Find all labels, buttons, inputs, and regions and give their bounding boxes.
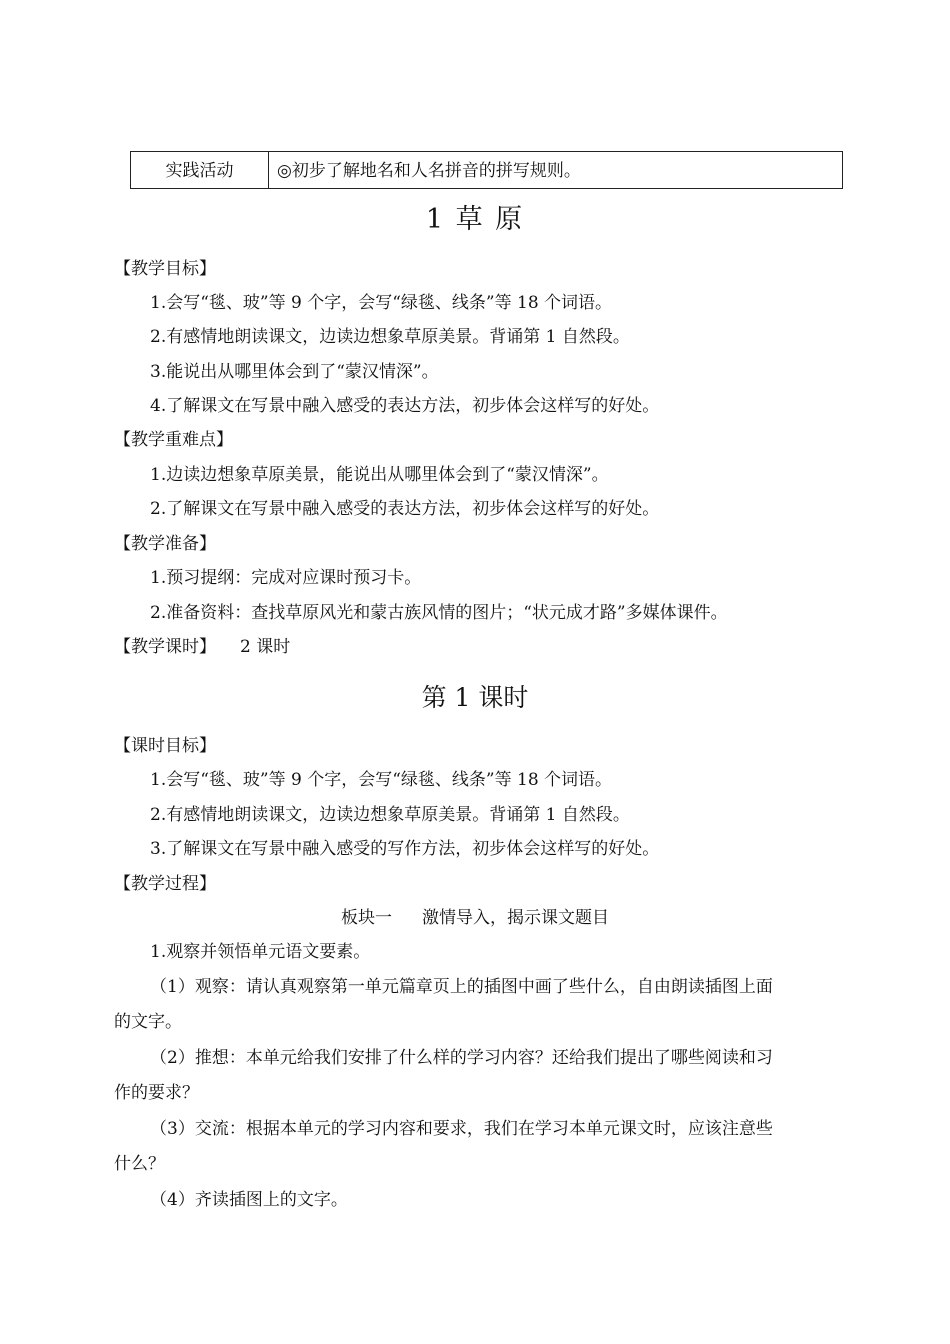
process-paragraph-cont: 什么？ [114, 1154, 165, 1174]
preparation-item: 2.准备资料：查找草原风光和蒙古族风情的图片；“状元成才路”多媒体课件。 [150, 603, 728, 623]
goal-item: 3.能说出从哪里体会到了“蒙汉情深”。 [150, 362, 439, 382]
process-heading: 【教学过程】 [114, 874, 216, 894]
periods-row [114, 636, 290, 658]
period-goal-item: 3.了解课文在写景中融入感受的写作方法，初步体会这样写的好处。 [150, 839, 660, 859]
key-point-item: 2.了解课文在写景中融入感受的表达方法，初步体会这样写的好处。 [150, 499, 660, 519]
periods-heading: 【教学课时】 [114, 637, 216, 657]
section-subtitle: 激情导入，揭示课文题目 [422, 908, 609, 928]
activity-label: 实践活动 [131, 152, 269, 189]
activity-table [130, 151, 843, 189]
goal-item: 2.有感情地朗读课文，边读边想象草原美景。背诵第 1 自然段。 [150, 327, 630, 347]
process-paragraph: （2）推想：本单元给我们安排了什么样的学习内容？还给我们提出了哪些阅读和习 [150, 1048, 773, 1068]
preparation-item: 1.预习提纲：完成对应课时预习卡。 [150, 568, 422, 588]
process-paragraph-cont: 作的要求？ [114, 1083, 199, 1103]
table-row [131, 152, 843, 189]
process-paragraph: （4）齐读插图上的文字。 [150, 1190, 348, 1210]
period-goal-item: 1.会写“毯、玻”等 9 个字，会写“绿毯、线条”等 18 个词语。 [150, 770, 613, 790]
process-paragraph-cont: 的文字。 [114, 1012, 182, 1032]
process-paragraph: （3）交流：根据本单元的学习内容和要求，我们在学习本单元课文时，应该注意些 [150, 1119, 773, 1139]
period-title: 第 1 课时 [421, 683, 529, 712]
period-goal-item: 2.有感情地朗读课文，边读边想象草原美景。背诵第 1 自然段。 [150, 805, 630, 825]
goal-item: 4.了解课文在写景中融入感受的表达方法，初步体会这样写的好处。 [150, 396, 660, 416]
periods-value: 2 课时 [240, 637, 291, 657]
process-paragraph: （1）观察：请认真观察第一单元篇章页上的插图中画了些什么，自由朗读插图上面 [150, 977, 773, 997]
lesson-title: 1 草 原 [425, 204, 525, 235]
key-points-heading: 【教学重难点】 [114, 430, 233, 450]
key-point-item: 1.边读边想象草原美景，能说出从哪里体会到了“蒙汉情深”。 [150, 465, 609, 485]
section-heading [0, 907, 950, 929]
goal-item: 1.会写“毯、玻”等 9 个字，会写“绿毯、线条”等 18 个词语。 [150, 293, 613, 313]
process-step: 1.观察并领悟单元语文要素。 [150, 942, 371, 962]
period-goals-heading: 【课时目标】 [114, 736, 216, 756]
section-title: 板块一 [341, 908, 392, 928]
preparation-heading: 【教学准备】 [114, 534, 216, 554]
goals-heading: 【教学目标】 [114, 259, 216, 279]
activity-content: ◎初步了解地名和人名拼音的拼写规则。 [269, 152, 843, 189]
